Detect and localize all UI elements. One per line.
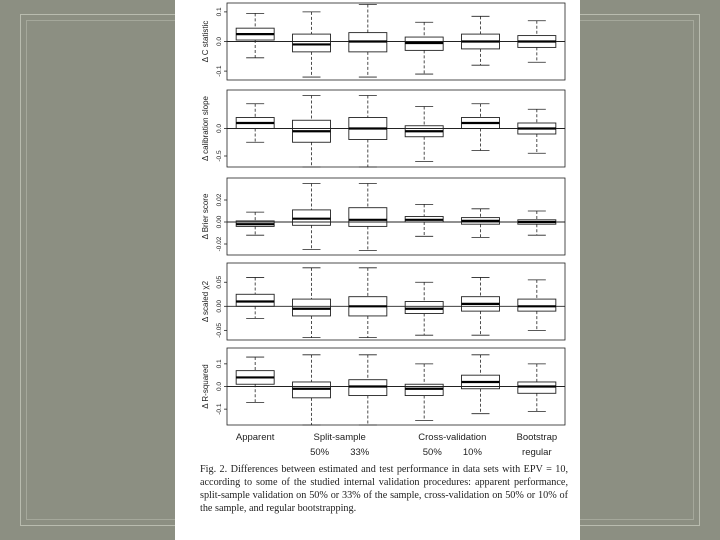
y-tick-label: 0.00 (216, 215, 223, 229)
box-iqr (236, 294, 274, 306)
y-tick-label: -0.05 (216, 322, 223, 338)
y-tick-label: 0.0 (216, 36, 223, 47)
y-axis-label: Δ Brier score (201, 193, 210, 240)
y-tick-label: 0.00 (216, 299, 223, 313)
box-iqr (518, 299, 556, 311)
y-tick-label: -0.02 (216, 236, 223, 252)
box-iqr (349, 380, 387, 396)
panel-frame (227, 263, 565, 340)
box-iqr (518, 382, 556, 393)
y-tick-label: 0.1 (216, 359, 223, 369)
box-iqr (293, 34, 331, 52)
panel-frame (227, 178, 565, 255)
box-iqr (349, 208, 387, 227)
x-group-label: Apparent (235, 432, 275, 443)
box-iqr (405, 302, 443, 314)
figure-page (175, 0, 580, 540)
y-tick-label: 0.02 (216, 193, 223, 207)
y-axis-label: Δ R-squared (201, 364, 210, 409)
x-sub-label: 50% 10% (422, 447, 482, 458)
y-tick-label: -0.1 (216, 65, 223, 77)
y-tick-label: 0.0 (216, 381, 223, 392)
x-group-label: Cross-validation (418, 432, 487, 443)
y-axis-label: Δ scaled χ2 (201, 280, 210, 323)
x-sub-label: regular (522, 447, 552, 458)
boxplot-figure (175, 0, 580, 460)
y-tick-label: -0.5 (216, 150, 223, 162)
x-group-label: Bootstrap (516, 432, 558, 443)
y-tick-label: -0.1 (216, 403, 223, 415)
y-tick-label: 0.05 (216, 275, 223, 289)
x-group-label: Split-sample (313, 432, 366, 443)
y-tick-label: 0.0 (216, 123, 223, 134)
box-iqr (405, 384, 443, 395)
y-axis-label: Δ calibration slope (201, 96, 210, 161)
box-iqr (293, 299, 331, 316)
figure-caption: Fig. 2. Differences between estimated and test performance in data sets with EPV = 10, according to some of the studied internal validation procedures: apparent performance, split-sample validation on 50% or 33% of the sample, cross-validation on 50% or 10% of the sample, and regular bootstrapping. (200, 464, 568, 514)
x-sub-label: 50% 33% (310, 447, 370, 458)
box-iqr (293, 382, 331, 398)
y-axis-label: Δ C statistic (201, 20, 210, 63)
y-tick-label: 0.1 (216, 7, 223, 17)
